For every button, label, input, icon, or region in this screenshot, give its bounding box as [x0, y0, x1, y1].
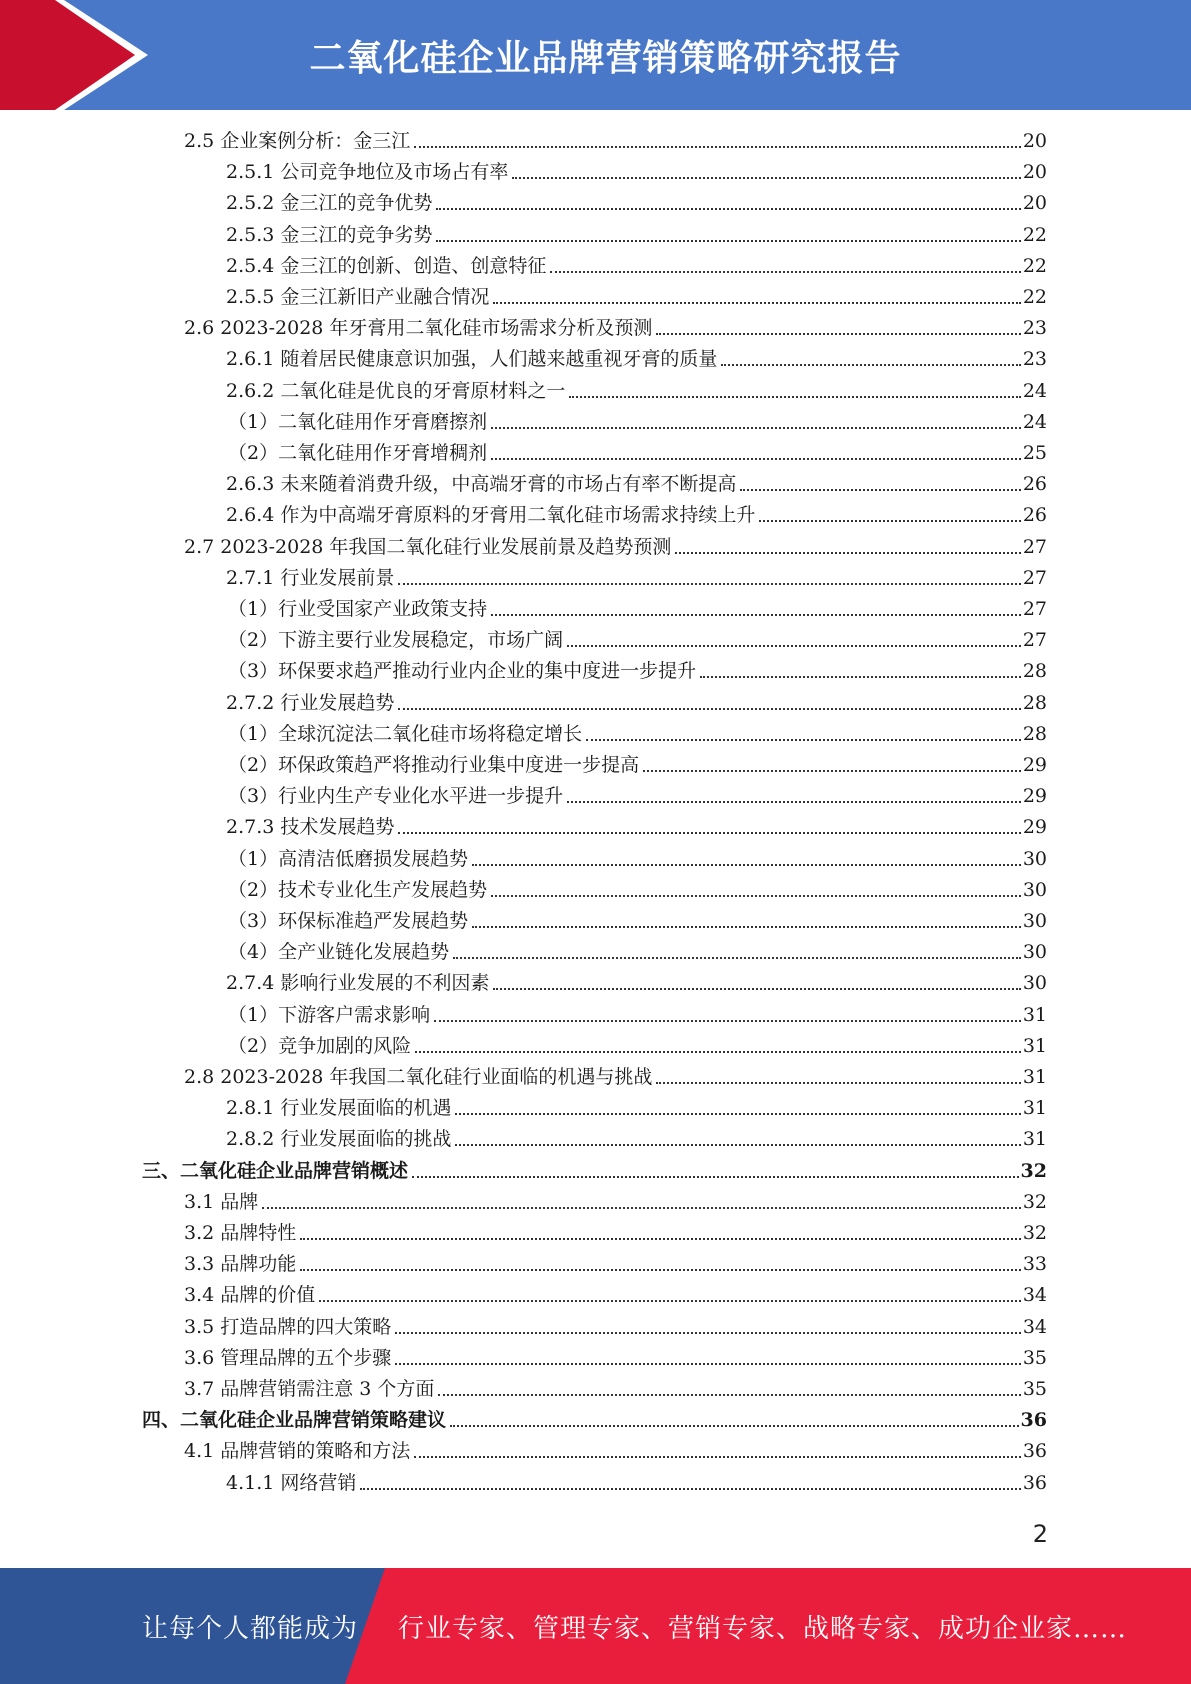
toc-entry[interactable]: [184, 128, 1047, 154]
toc-entry-label: 2.6.2 二氧化硅是优良的牙膏原材料之一: [226, 379, 566, 402]
toc-entry[interactable]: [228, 409, 1047, 435]
toc-entry-page: 31: [1022, 1003, 1047, 1026]
toc-leader-dots: [455, 1113, 1020, 1115]
toc-leader-dots: [300, 1269, 1021, 1271]
toc-leader-dots: [319, 1300, 1021, 1302]
toc-entry[interactable]: [226, 253, 1047, 279]
toc-leader-dots: [300, 1238, 1021, 1240]
toc-entry-page: 26: [1022, 504, 1047, 527]
toc-entry-label: 三、二氧化硅企业品牌营销概述: [142, 1159, 409, 1182]
toc-leader-dots: [455, 1144, 1020, 1146]
toc-entry[interactable]: [228, 846, 1047, 872]
toc-entry-page: 26: [1022, 473, 1047, 496]
toc-leader-dots: [491, 427, 1021, 429]
toc-leader-dots: [550, 271, 1020, 273]
toc-leader-dots: [472, 864, 1021, 866]
toc-entry-label: 3.4 品牌的价值: [184, 1284, 316, 1307]
toc-entry[interactable]: [226, 690, 1047, 716]
toc-entry[interactable]: [228, 658, 1047, 684]
toc-entry-page: 22: [1022, 223, 1047, 246]
toc-leader-dots: [643, 770, 1021, 772]
toc-entry-label: 3.1 品牌: [184, 1190, 259, 1213]
toc-entry-page: 22: [1022, 286, 1047, 308]
toc-entry-label: （2）竞争加剧的风险: [228, 1034, 412, 1057]
toc-entry-label: 2.5.1 公司竞争地位及市场占有率: [226, 161, 509, 184]
toc-entry-label: （1）高清洁低磨损发展趋势: [228, 847, 469, 870]
toc-entry[interactable]: [226, 970, 1047, 996]
toc-leader-dots: [586, 739, 1021, 741]
footer-roles: 行业专家、管理专家、营销专家、战略专家、成功企业家……: [398, 1613, 1128, 1644]
toc-entry-label: 3.5 打造品牌的四大策略: [184, 1315, 392, 1338]
toc-entry-page: 29: [1022, 785, 1047, 808]
toc-entry[interactable]: [226, 190, 1047, 216]
toc-entry-label: （2）下游主要行业发展稳定，市场广阔: [228, 629, 564, 652]
toc-entry-label: （3）行业内生产专业化水平进一步提升: [228, 785, 564, 808]
toc-leader-dots: [656, 333, 1020, 335]
toc-leader-dots: [491, 614, 1021, 616]
toc-leader-dots: [491, 458, 1021, 460]
toc-entry-label: 2.8.2 行业发展面临的挑战: [226, 1128, 452, 1151]
toc-entry[interactable]: [226, 1126, 1047, 1152]
toc-leader-dots: [512, 177, 1020, 179]
toc-entry-page: 31: [1022, 1097, 1047, 1120]
toc-entry-label: （3）环保标准趋严发展趋势: [228, 910, 469, 932]
toc-entry[interactable]: [226, 284, 1047, 310]
toc-entry-page: 20: [1022, 192, 1047, 215]
toc-entry[interactable]: [184, 1251, 1047, 1277]
toc-entry[interactable]: [184, 1345, 1047, 1371]
toc-entry-page: 27: [1022, 598, 1047, 620]
toc-entry[interactable]: [228, 596, 1047, 622]
toc-entry[interactable]: [184, 315, 1047, 341]
toc-entry-label: 2.5 企业案例分析：金三江: [184, 130, 411, 152]
report-title: 二氧化硅企业品牌营销策略研究报告: [309, 37, 902, 79]
toc-entry-page: 31: [1022, 1066, 1047, 1088]
toc-entry[interactable]: [184, 1220, 1047, 1246]
toc-entry-label: 3.6 管理品牌的五个步骤: [184, 1346, 392, 1369]
toc-leader-dots: [398, 832, 1020, 834]
toc-entry[interactable]: [226, 346, 1047, 372]
toc-entry-page: 29: [1022, 754, 1047, 776]
toc-entry-page: 36: [1022, 1440, 1047, 1463]
toc-entry[interactable]: [226, 222, 1047, 248]
toc-entry-page: 32: [1022, 1190, 1047, 1213]
toc-leader-dots: [493, 302, 1020, 304]
report-header: [0, 0, 1191, 110]
toc-leader-dots: [395, 1363, 1021, 1365]
toc-entry-page: 28: [1022, 691, 1047, 714]
toc-entry[interactable]: [184, 1282, 1047, 1308]
toc-entry-label: 2.7.2 行业发展趋势: [226, 691, 395, 714]
toc-entry[interactable]: [226, 814, 1047, 840]
toc-entry-label: （2）环保政策趋严将推动行业集中度进一步提高: [228, 754, 640, 776]
toc-entry-page: 35: [1022, 1378, 1047, 1400]
toc-entry-label: 3.3 品牌功能: [184, 1253, 297, 1276]
toc-entry-page: 31: [1022, 1128, 1047, 1151]
toc-leader-dots: [759, 520, 1020, 522]
toc-entry-page: 23: [1022, 317, 1047, 340]
toc-entry-page: 31: [1022, 1034, 1047, 1057]
toc-entry-label: 4.1.1 网络营销: [226, 1471, 357, 1494]
toc-entry[interactable]: [228, 440, 1047, 466]
toc-entry-page: 34: [1022, 1284, 1047, 1307]
footer-banner: [0, 1568, 1191, 1684]
toc-entry-label: 2.6 2023-2028 年牙膏用二氧化硅市场需求分析及预测: [184, 317, 653, 340]
toc-entry-label: 四、二氧化硅企业品牌营销策略建议: [142, 1409, 447, 1432]
toc-entry-label: 2.5.4 金三江的创新、创造、创意特征: [226, 254, 547, 277]
toc-entry-label: （1）二氧化硅用作牙膏磨擦剂: [228, 410, 488, 433]
toc-entry[interactable]: [184, 1438, 1047, 1464]
toc-entry-label: 2.6.3 未来随着消费升级，中高端牙膏的市场占有率不断提高: [226, 473, 737, 496]
toc-entry-label: 2.5.3 金三江的竞争劣势: [226, 223, 433, 246]
toc-entry[interactable]: [142, 1158, 1047, 1184]
toc-entry-page: 24: [1022, 410, 1047, 433]
toc-entry-page: 28: [1022, 660, 1047, 683]
toc-entry-page: 27: [1022, 629, 1047, 652]
toc-leader-dots: [567, 645, 1021, 647]
toc-entry-label: 2.7.3 技术发展趋势: [226, 816, 395, 839]
toc-entry-page: 33: [1022, 1253, 1047, 1276]
toc-entry[interactable]: [226, 471, 1047, 497]
toc-entry[interactable]: [226, 1095, 1047, 1121]
toc-entry[interactable]: [228, 1033, 1047, 1059]
toc-entry-page: 29: [1022, 816, 1047, 839]
toc-leader-dots: [415, 1051, 1021, 1053]
toc-entry-page: 23: [1022, 348, 1047, 371]
toc-entry-page: 36: [1022, 1471, 1047, 1494]
toc-entry-page: 30: [1022, 972, 1047, 995]
toc-entry[interactable]: [184, 1064, 1047, 1090]
toc-entry[interactable]: [226, 159, 1047, 185]
toc-entry-page: 35: [1022, 1346, 1047, 1369]
toc-entry-label: （1）下游客户需求影响: [228, 1003, 431, 1026]
page-number: 2: [1032, 1520, 1048, 1548]
toc-entry[interactable]: [228, 783, 1047, 809]
toc-leader-dots: [493, 988, 1020, 990]
toc-leader-dots: [567, 801, 1021, 803]
toc-leader-dots: [262, 1207, 1021, 1209]
toc-entry[interactable]: [184, 1314, 1047, 1340]
toc-entry-page: 34: [1022, 1315, 1047, 1338]
toc-leader-dots: [700, 676, 1021, 678]
toc-entry[interactable]: [142, 1407, 1047, 1433]
toc-entry-page: 20: [1022, 161, 1047, 184]
toc-entry-page: 32: [1022, 1222, 1047, 1244]
toc-leader-dots: [438, 1394, 1020, 1396]
toc-entry[interactable]: [184, 1376, 1047, 1402]
toc-entry-label: （2）二氧化硅用作牙膏增稠剂: [228, 442, 488, 464]
toc-entry[interactable]: [184, 1189, 1047, 1215]
toc-leader-dots: [434, 1020, 1021, 1022]
toc-leader-dots: [360, 1488, 1020, 1490]
toc-leader-dots: [436, 208, 1020, 210]
toc-entry-label: 2.5.2 金三江的竞争优势: [226, 192, 433, 215]
toc-entry[interactable]: [228, 1002, 1047, 1028]
toc-entry-page: 32: [1020, 1159, 1047, 1182]
toc-entry-label: 2.7.1 行业发展前景: [226, 566, 395, 589]
toc-entry-label: （1）行业受国家产业政策支持: [228, 598, 488, 620]
toc-entry-page: 28: [1022, 722, 1047, 745]
toc-leader-dots: [398, 583, 1020, 585]
toc-entry[interactable]: [228, 908, 1047, 934]
toc-leader-dots: [414, 1456, 1021, 1458]
toc-leader-dots: [472, 926, 1021, 928]
toc-entry[interactable]: [228, 721, 1047, 747]
toc-leader-dots: [450, 1425, 1019, 1427]
toc-entry-label: 3.7 品牌营销需注意 3 个方面: [184, 1378, 435, 1400]
toc-entry-label: 2.6.4 作为中高端牙膏原料的牙膏用二氧化硅市场需求持续上升: [226, 504, 756, 527]
toc-entry-label: （3）环保要求趋严推动行业内企业的集中度进一步提升: [228, 660, 697, 683]
toc-leader-dots: [740, 489, 1020, 491]
toc-leader-dots: [436, 240, 1020, 242]
toc-entry-page: 27: [1022, 566, 1047, 589]
toc-leader-dots: [675, 552, 1020, 554]
toc-entry-label: 3.2 品牌特性: [184, 1222, 297, 1244]
toc-entry-label: 2.7 2023-2028 年我国二氧化硅行业发展前景及趋势预测: [184, 535, 672, 558]
toc-entry-label: 2.6.1 随着居民健康意识加强，人们越来越重视牙膏的质量: [226, 348, 718, 371]
toc-entry-label: 2.7.4 影响行业发展的不利因素: [226, 972, 490, 995]
toc-entry-page: 24: [1022, 379, 1047, 402]
toc-entry-page: 30: [1022, 878, 1047, 901]
toc-leader-dots: [414, 146, 1021, 148]
toc-leader-dots: [721, 364, 1020, 366]
toc-entry-page: 20: [1022, 130, 1047, 152]
toc-entry[interactable]: [228, 939, 1047, 965]
toc-entry[interactable]: [226, 378, 1047, 404]
toc-entry-label: 4.1 品牌营销的策略和方法: [184, 1440, 411, 1463]
toc-entry-page: 30: [1022, 910, 1047, 932]
toc-leader-dots: [412, 1176, 1019, 1178]
toc-entry-label: （2）技术专业化生产发展趋势: [228, 878, 488, 901]
toc-leader-dots: [395, 1332, 1021, 1334]
toc-entry-label: 2.5.5 金三江新旧产业融合情况: [226, 286, 490, 308]
toc-entry-page: 25: [1022, 442, 1047, 464]
toc-entry-page: 22: [1022, 254, 1047, 277]
toc-entry-page: 36: [1020, 1409, 1047, 1432]
toc-entry[interactable]: [226, 565, 1047, 591]
toc-entry-page: 30: [1022, 941, 1047, 964]
toc-leader-dots: [569, 396, 1020, 398]
toc-entry-label: （4）全产业链化发展趋势: [228, 941, 450, 964]
toc-entry-label: 2.8 2023-2028 年我国二氧化硅行业面临的机遇与挑战: [184, 1066, 653, 1088]
toc-leader-dots: [398, 708, 1020, 710]
toc-entry-page: 30: [1022, 847, 1047, 870]
footer-slogan: 让每个人都能成为: [142, 1613, 359, 1644]
toc-entry[interactable]: [226, 1470, 1047, 1496]
toc-leader-dots: [491, 895, 1021, 897]
toc-entry-label: （1）全球沉淀法二氧化硅市场将稳定增长: [228, 722, 583, 745]
toc-leader-dots: [453, 957, 1021, 959]
toc-leader-dots: [656, 1082, 1020, 1084]
toc-entry-label: 2.8.1 行业发展面临的机遇: [226, 1097, 452, 1120]
toc-entry[interactable]: [228, 877, 1047, 903]
toc-entry[interactable]: [228, 752, 1047, 778]
toc-entry[interactable]: [228, 627, 1047, 653]
toc-entry-page: 27: [1022, 535, 1047, 558]
toc-entry[interactable]: [184, 534, 1047, 560]
toc-entry[interactable]: [226, 502, 1047, 528]
